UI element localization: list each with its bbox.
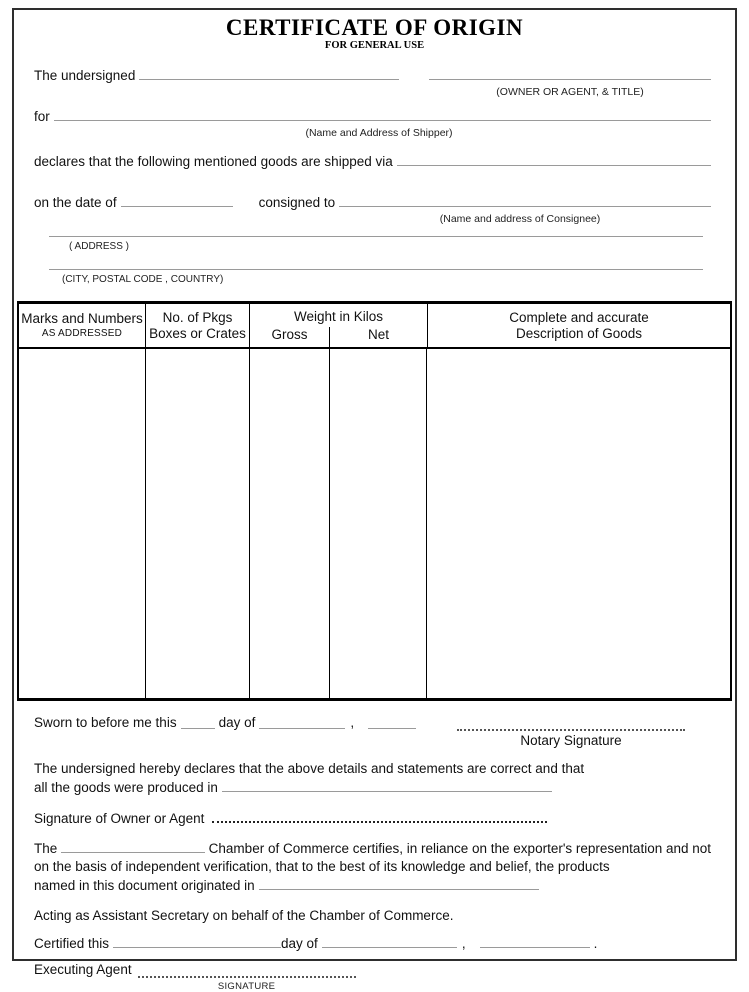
- description-header: [428, 304, 730, 347]
- notary-row: [14, 715, 735, 748]
- net-header: Net: [367, 327, 389, 342]
- owner-agent-title-line[interactable]: [429, 66, 711, 80]
- sworn-month-blank[interactable]: [259, 715, 345, 729]
- pkgs-cell[interactable]: [146, 349, 250, 698]
- consignee-name-line[interactable]: [339, 193, 711, 207]
- sworn-day-blank[interactable]: [181, 715, 215, 729]
- net-cell[interactable]: [330, 349, 427, 698]
- city-caption: (CITY, POSTAL CODE , COUNTRY): [62, 274, 224, 285]
- chamber-name-row: [34, 839, 711, 858]
- originated-label: named in this document originated in: [34, 878, 255, 893]
- executing-agent-row: [14, 962, 735, 992]
- produced-in-row: [34, 778, 711, 797]
- owner-declaration: [14, 761, 735, 796]
- goods-table-body: [19, 349, 730, 698]
- consignee-address-block: [14, 236, 735, 286]
- shipper-row: [14, 107, 735, 139]
- pkgs-header: [146, 304, 250, 347]
- gross-header: Gross: [250, 327, 330, 347]
- certified-period: .: [593, 935, 598, 951]
- pkgs-header-line2: Boxes or Crates: [149, 325, 246, 341]
- certified-row: [14, 934, 735, 951]
- produced-in-line[interactable]: [222, 778, 552, 792]
- description-header-line1: Complete and accurate: [509, 309, 649, 325]
- gross-cell[interactable]: [250, 349, 330, 698]
- sworn-day-of-label: day of: [218, 715, 256, 730]
- pkgs-header-line1: No. of Pkgs: [162, 309, 233, 325]
- owner-signature-dotted-line[interactable]: [212, 808, 547, 823]
- description-header-line2: Description of Goods: [515, 325, 643, 341]
- undersigned-label: The undersigned: [34, 68, 136, 83]
- for-label: for: [34, 109, 50, 124]
- certified-day-blank[interactable]: [113, 934, 281, 948]
- page-title: CERTIFICATE OF ORIGIN: [225, 15, 524, 40]
- executing-agent-label: Executing Agent: [34, 961, 132, 977]
- consignee-address-line[interactable]: [49, 236, 703, 237]
- produced-in-label: all the goods were produced in: [34, 779, 218, 795]
- shipped-via-line[interactable]: [397, 152, 711, 166]
- date-label: on the date of: [34, 195, 117, 210]
- certified-year-blank[interactable]: [480, 934, 590, 948]
- originated-in-line[interactable]: [259, 876, 539, 890]
- originated-row: [34, 876, 711, 895]
- shipped-via-row: [14, 152, 735, 169]
- consignee-city-line[interactable]: [49, 269, 703, 270]
- goods-table: [17, 301, 732, 701]
- acting-text: Acting as Assistant Secretary on behalf of the Chamber of Commerce.: [34, 908, 454, 923]
- chamber-certification: [14, 839, 735, 895]
- date-line[interactable]: [121, 193, 233, 207]
- shipper-caption: (Name and Address of Shipper): [305, 127, 453, 139]
- marks-header-line2: AS ADDRESSED: [41, 328, 123, 339]
- sworn-year-blank[interactable]: [368, 715, 416, 729]
- weight-header: [250, 304, 428, 347]
- owner-signature-row: [14, 808, 735, 826]
- certifies-text: Chamber of Commerce certifies, in reliance on the exporter's representation and not: [208, 841, 711, 856]
- weight-header-title: Weight in Kilos: [293, 309, 384, 324]
- verification-text: on the basis of independent verification, that to the best of its knowledge and belief, the products: [34, 859, 610, 874]
- notary-signature-dotted-line[interactable]: [457, 715, 685, 731]
- description-cell[interactable]: [427, 349, 730, 698]
- the-label: The: [34, 841, 58, 856]
- shipper-name-line[interactable]: [54, 107, 711, 121]
- certificate-sheet: [12, 8, 737, 992]
- executing-signature-block: [138, 962, 356, 992]
- consigned-label: consigned to: [258, 195, 336, 210]
- certified-month-blank[interactable]: [322, 934, 457, 948]
- goods-table-header: [19, 304, 730, 349]
- consignee-caption: (Name and address of Consignee): [439, 213, 601, 225]
- certified-comma: ,: [461, 935, 466, 951]
- certified-day-of-label: day of: [281, 935, 318, 951]
- marks-header: [19, 304, 146, 347]
- undersigned-row: [14, 66, 735, 98]
- form-subtitle: FOR GENERAL USE: [324, 40, 425, 51]
- chamber-name-blank[interactable]: [61, 839, 204, 853]
- owner-signature-label: Signature of Owner or Agent: [34, 811, 205, 826]
- sworn-label: Sworn to before me this: [34, 715, 177, 730]
- marks-header-line1: Marks and Numbers: [21, 311, 143, 326]
- shipped-via-label: declares that the following mentioned goods are shipped via: [34, 154, 393, 169]
- undersigned-name-line[interactable]: [139, 66, 399, 80]
- executing-signature-dotted-line[interactable]: [138, 962, 356, 978]
- declaration-line1: The undersigned hereby declares that the above details and statements are correct and that: [34, 761, 585, 776]
- notary-caption: Notary Signature: [520, 733, 622, 748]
- marks-cell[interactable]: [19, 349, 146, 698]
- weight-subheader: [250, 327, 427, 347]
- notary-signature-block: [457, 715, 685, 748]
- date-consignee-row: [14, 193, 735, 225]
- sworn-comma: ,: [350, 715, 355, 730]
- signature-caption: SIGNATURE: [217, 980, 276, 992]
- address-caption: ( ADDRESS ): [69, 241, 130, 252]
- owner-title-caption: (OWNER OR AGENT, & TITLE): [496, 86, 644, 98]
- certified-label: Certified this: [34, 935, 110, 951]
